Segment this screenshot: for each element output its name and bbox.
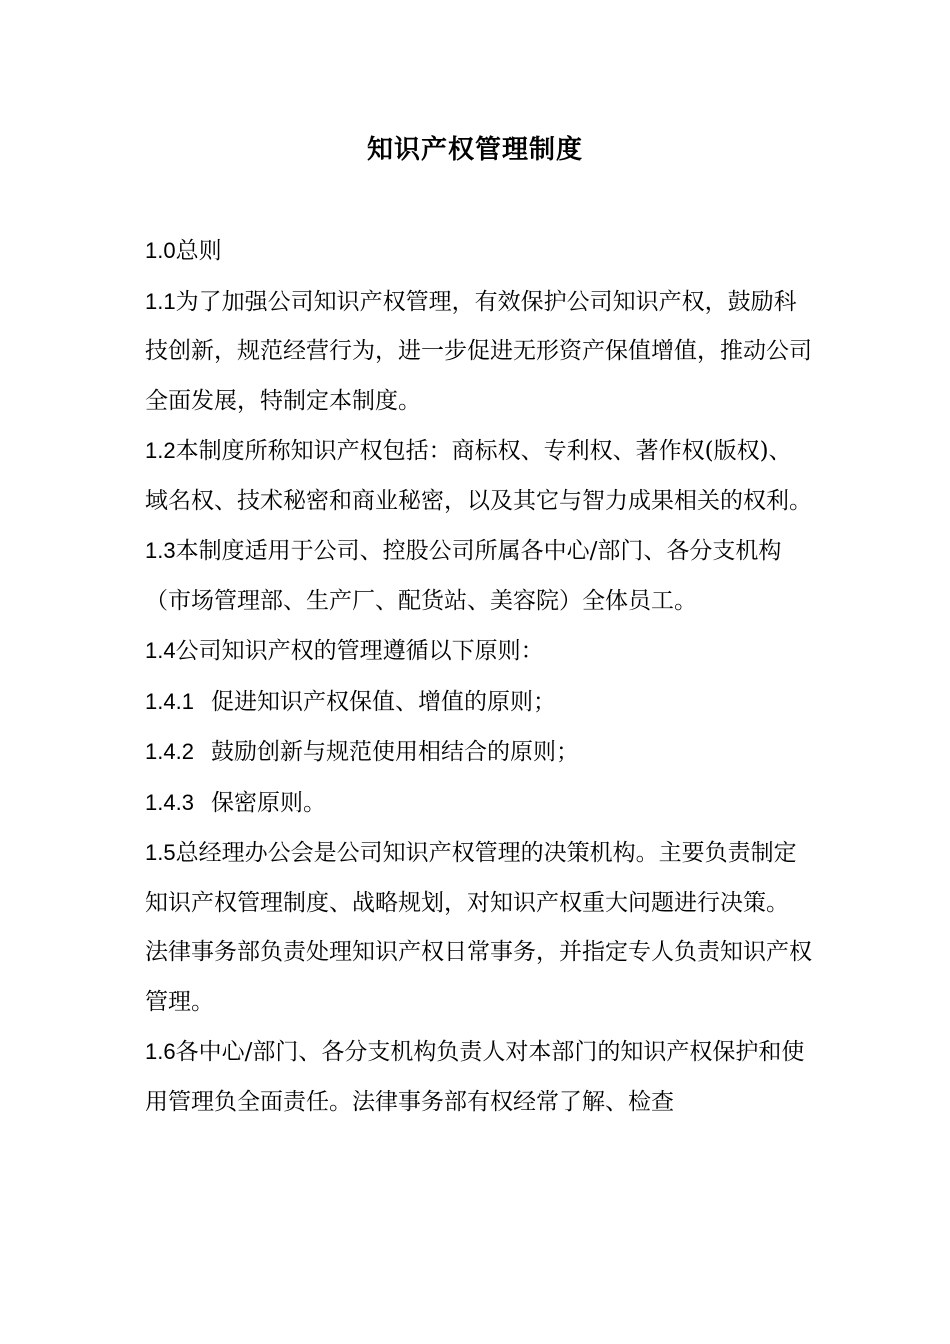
section-text: 公司知识产权的管理遵循以下原则： [175, 638, 544, 664]
section-text: 为了加强公司知识产权管理，有效保护公司知识产权，鼓励科技创新，规范经营行为，进一步促进无形资产保值增值，推动公司全面发展，特制定本制度。 [145, 288, 812, 414]
section-number: 1.1 [145, 288, 176, 314]
section-text: 各中心/部门、各分支机构负责人对本部门的知识产权保护和使用管理负全面责任。法律事务部有权经常了解、检查 [145, 1039, 805, 1115]
section-number: 1.0 [145, 238, 176, 263]
section-1-5 [145, 828, 813, 928]
section-1-2 [145, 426, 813, 526]
section-1-1 [145, 277, 813, 427]
section-number: 1.5 [145, 840, 176, 865]
section-text: 本制度适用于公司、控股公司所属各中心/部门、各分支机构（市场管理部、生产厂、配货站、美容院）全体员工。 [145, 538, 782, 614]
section-text: 总则 [175, 238, 222, 264]
section-1-4 [145, 626, 813, 677]
section-text: 法律事务部负责处理知识产权日常事务，并指定专人负责知识产权管理。 [145, 939, 812, 1015]
section-text: 促进知识产权保值、增值的原则； [211, 688, 556, 715]
section-1-4-2 [145, 727, 813, 778]
section-1-4-1 [145, 677, 813, 728]
section-text: 本制度所称知识产权包括：商标权、专利权、著作权(版权)、域名权、技术秘密和商业秘密，以及其它与智力成果相关的权利。 [145, 438, 812, 514]
section-text: 总经理办公会是公司知识产权管理的决策机构。主要负责制定知识产权管理制度、战略规划，对知识产权重大问题进行决策。 [145, 840, 797, 916]
section-1-0 [145, 226, 813, 277]
section-1-6 [145, 1027, 813, 1127]
document-body [145, 226, 813, 1127]
section-text: 保密原则。 [211, 789, 326, 816]
section-number: 1.4.3 [145, 789, 194, 815]
document-title: 知识产权管理制度 [366, 135, 583, 165]
section-1-5-continued [145, 928, 813, 1027]
section-1-4-3 [145, 778, 813, 829]
section-number: 1.3 [145, 538, 176, 563]
section-number: 1.4.1 [145, 688, 194, 714]
section-number: 1.4.2 [145, 739, 194, 764]
section-text: 鼓励创新与规范使用相结合的原则； [211, 739, 579, 765]
section-number: 1.6 [145, 1039, 176, 1064]
section-number: 1.2 [145, 438, 176, 463]
section-number: 1.4 [145, 638, 176, 663]
section-1-3 [145, 526, 813, 626]
